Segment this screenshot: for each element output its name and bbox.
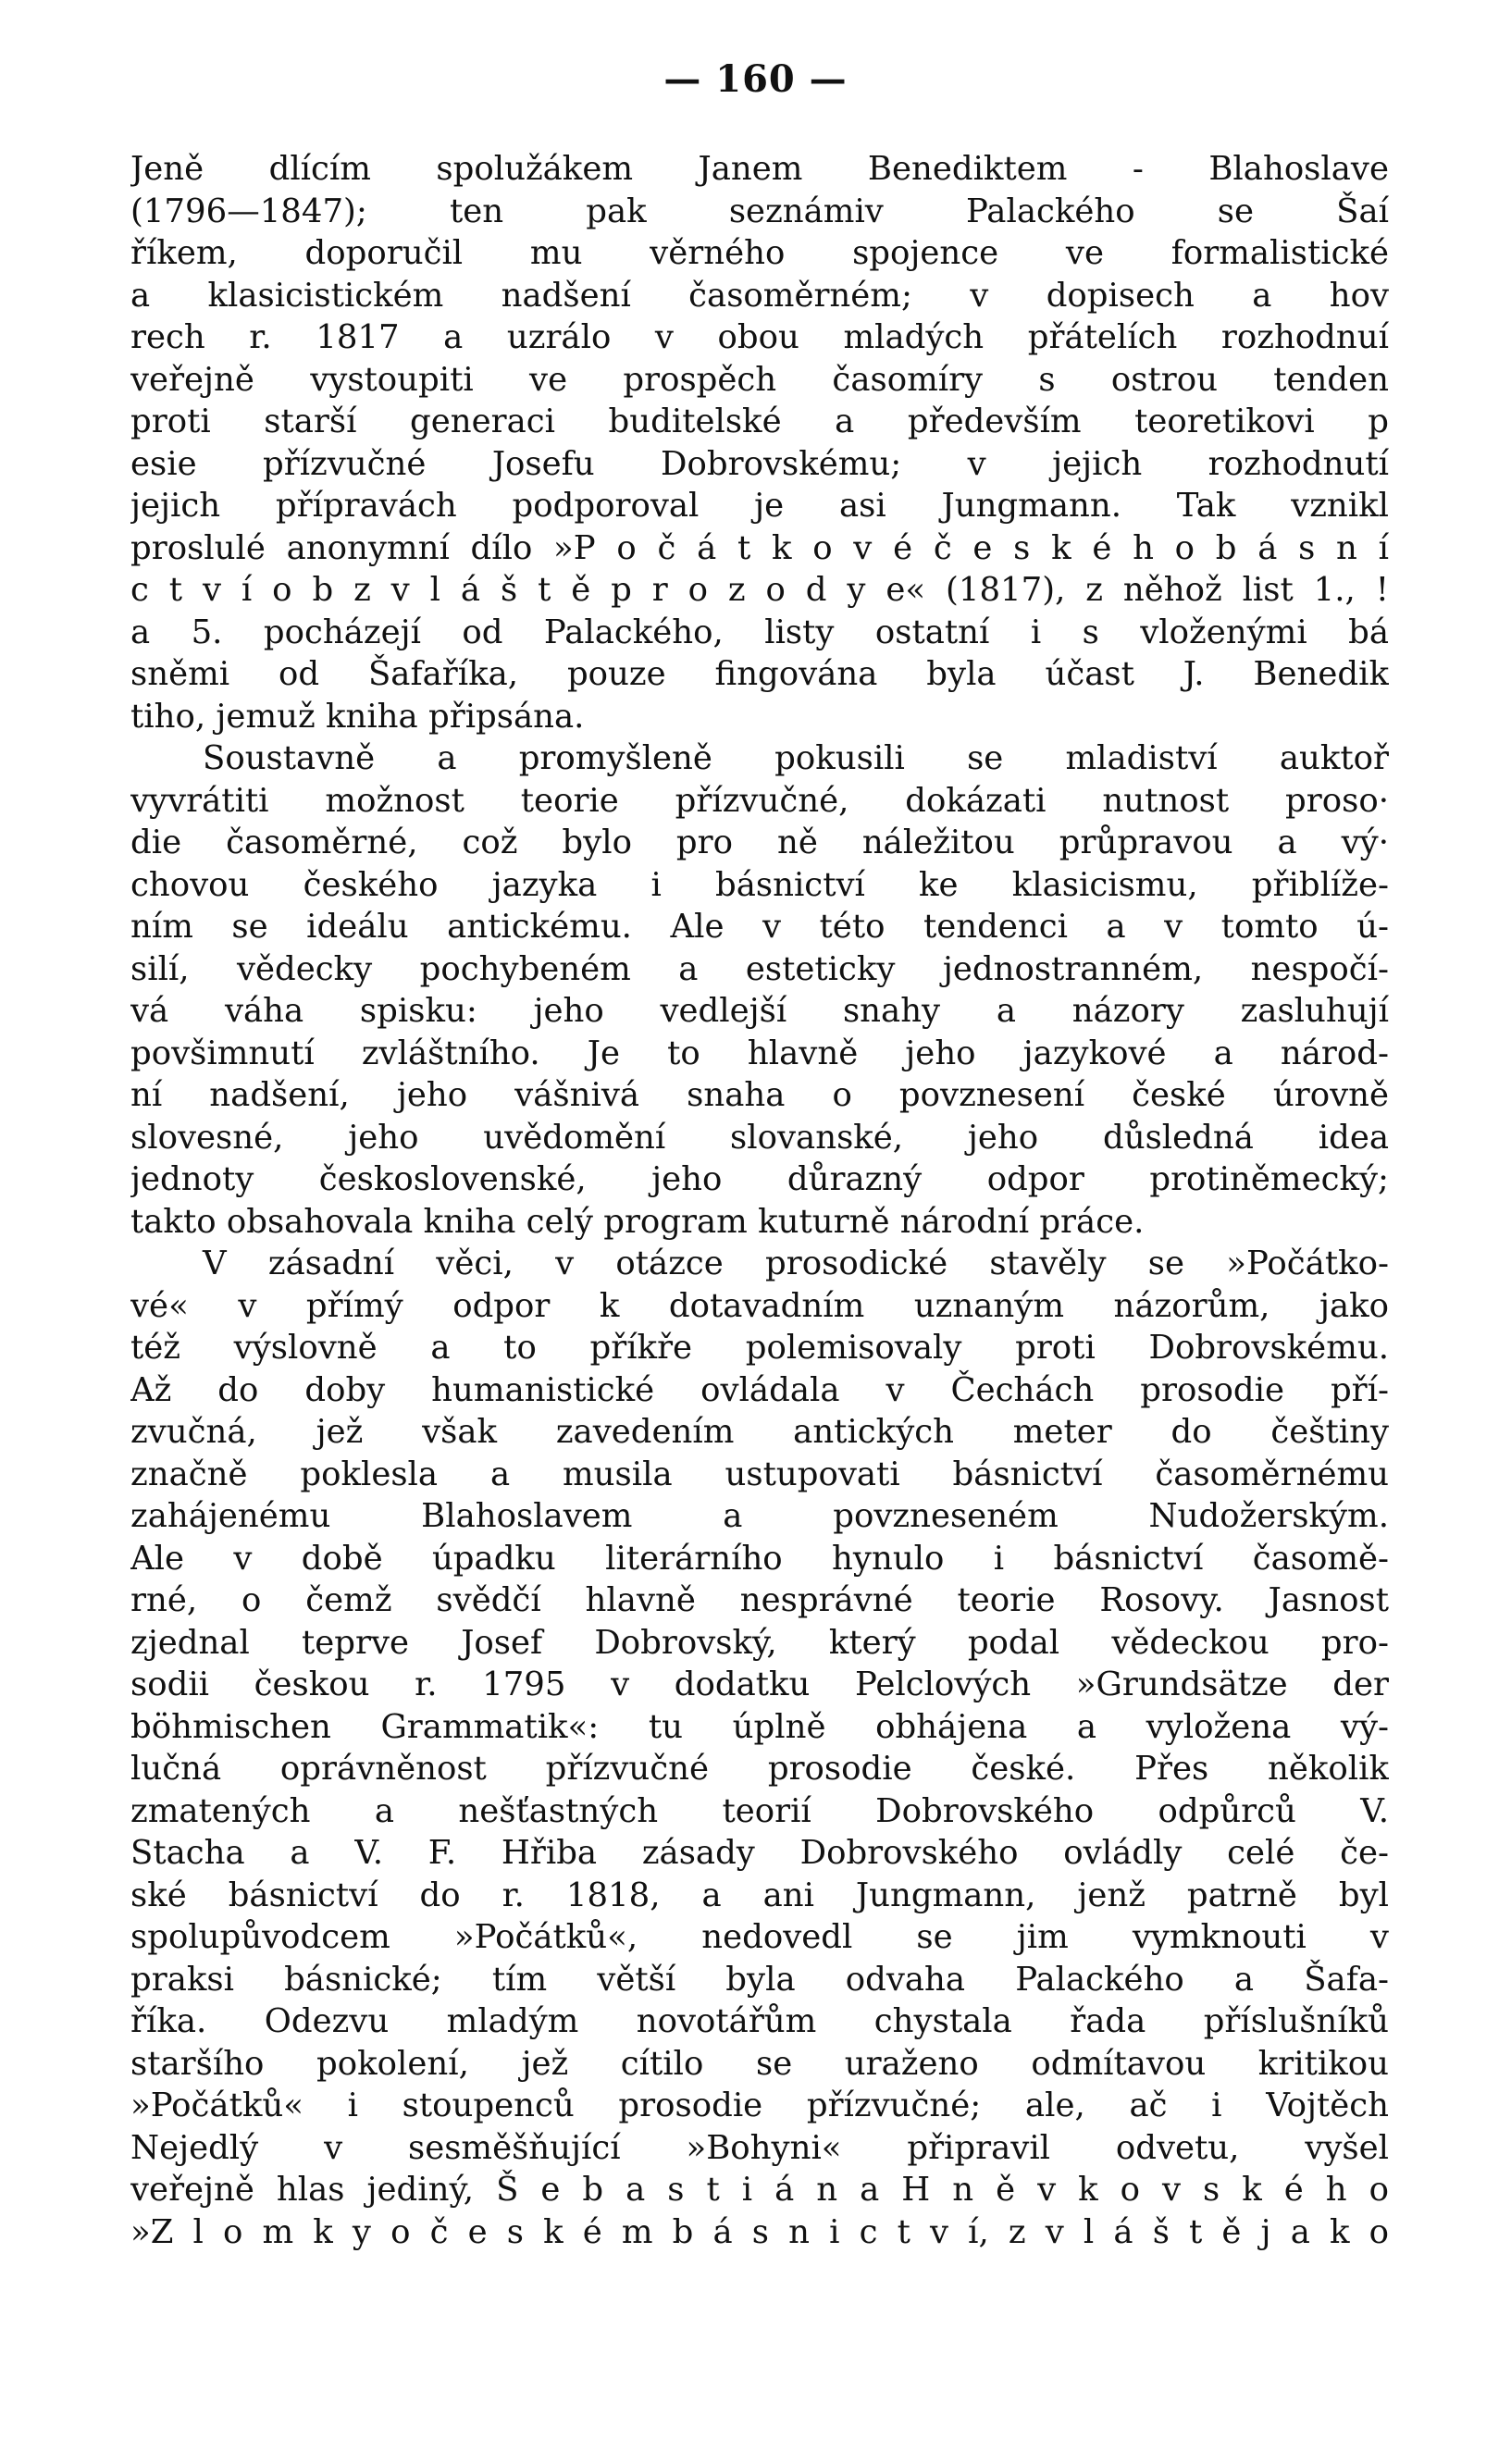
text-line: V zásadní věci, v otázce prosodické stavěly se »Počátko-: [203, 1244, 1389, 1282]
text-line: staršího pokolení, jež cítilo se uraženo odmítavou kritikou: [130, 2044, 1389, 2083]
text-line: říkem, doporučil mu věrného spojence ve formalistické: [130, 234, 1389, 272]
text-line: jednoty československé, jeho důrazný odpor protiněmecký;: [130, 1160, 1389, 1198]
text-line: (1796—1847); ten pak seznámiv Palackého se Šaí: [130, 192, 1389, 230]
text-line: sodii českou r. 1795 v dodatku Pelclových »Grundsätze der: [130, 1665, 1389, 1703]
text-line: lučná oprávněnost přízvučné prosodie české. Přes několik: [130, 1750, 1389, 1788]
text-line: Až do doby humanistické ovládala v Čechách prosodie pří-: [130, 1370, 1389, 1409]
text-line: Ale v době úpadku literárního hynulo i básnictví časomě-: [130, 1539, 1389, 1578]
text-line: rech r. 1817 a uzrálo v obou mladých přátelích rozhodnuí: [130, 318, 1389, 356]
text-line: a klasicistickém nadšení časoměrném; v dopisech a hov: [130, 276, 1389, 315]
text-line: Jeně dlícím spolužákem Janem Benediktem - Blahoslave: [130, 150, 1389, 188]
text-line: slovesné, jeho uvědomění slovanské, jeho důsledná idea: [130, 1118, 1389, 1157]
text-line: sněmi od Šafaříka, pouze fingována byla účast J. Benedik: [130, 655, 1389, 693]
text-line: Soustavně a promyšleně pokusili se mladiství auktoř: [203, 739, 1389, 777]
text-line: jejich přípravách podporoval je asi Jungmann. Tak vznikl: [130, 487, 1389, 525]
text-line: značně poklesla a musila ustupovati básnictví časoměrnému: [130, 1455, 1389, 1493]
text-line: ním se ideálu antickému. Ale v této tendenci a v tomto ú-: [130, 908, 1389, 946]
body-text: [130, 148, 1389, 2253]
text-line: rné, o čemž svědčí hlavně nesprávné teorie Rosovy. Jasnost: [130, 1581, 1389, 1619]
text-line: Nejedlý v sesměšňující »Bohyni« připravil odvetu, vyšel: [130, 2128, 1389, 2167]
text-line: vá váha spisku: jeho vedlejší snahy a názory zasluhují: [130, 992, 1389, 1030]
text-line: a 5. pocházejí od Palackého, listy ostatní i s vloženými bá: [130, 613, 1389, 651]
text-line: tiho, jemuž kniha připsána.: [130, 697, 585, 736]
text-line: vyvrátiti možnost teorie přízvučné, dokázati nutnost proso·: [130, 781, 1389, 820]
text-line: praksi básnické; tím větší byla odvaha Palackého a Šafa-: [130, 1960, 1389, 1999]
text-line: veřejně hlas jediný, Š e b a s t i á n a H n ě v k o v s k é h o: [130, 2171, 1389, 2209]
text-line: proti starší generaci buditelské a především teoretikovi p: [130, 402, 1389, 440]
text-line: ní nadšení, jeho vášnivá snaha o povznesení české úrovně: [130, 1076, 1389, 1114]
text-line: c t v í o b z v l á š t ě p r o z o d y e« (1817), z něhož list 1., !: [130, 571, 1389, 609]
text-line: die časoměrné, což bylo pro ně náležitou průpravou a vý·: [130, 823, 1389, 861]
text-line: chovou českého jazyka i básnictví ke klasicismu, přiblíže-: [130, 865, 1389, 904]
text-line: spolupůvodcem »Počátků«, nedovedl se jim vymknouti v: [130, 1918, 1389, 1956]
text-line: Stacha a V. F. Hřiba zásady Dobrovského ovládly celé če-: [130, 1834, 1389, 1872]
text-line: zahájenému Blahoslavem a povzneseném Nudožerským.: [130, 1497, 1389, 1535]
text-line: veřejně vystoupiti ve prospěch časomíry s ostrou tenden: [130, 360, 1389, 399]
page-number: — 160 —: [663, 57, 848, 101]
text-line: povšimnutí zvláštního. Je to hlavně jeho jazykové a národ-: [130, 1034, 1389, 1072]
text-line: zjednal teprve Josef Dobrovský, který podal vědeckou pro-: [130, 1623, 1389, 1662]
text-line: esie přízvučné Josefu Dobrovskému; v jejich rozhodnutí: [130, 444, 1389, 483]
text-line: silí, vědecky pochybeném a esteticky jednostranném, nespočí-: [130, 949, 1389, 988]
text-line: zmatených a nešťastných teorií Dobrovského odpůrců V.: [130, 1791, 1389, 1830]
text-line: též výslovně a to příkře polemisovaly proti Dobrovskému.: [130, 1329, 1389, 1367]
text-line: »Z l o m k y o č e s k é m b á s n i c t v í, z v l á š t ě j a k o: [130, 2212, 1389, 2251]
text-line: vé« v přímý odpor k dotavadním uznaným názorům, jako: [130, 1286, 1389, 1325]
text-line: zvučná, jež však zavedením antických meter do češtiny: [130, 1413, 1389, 1451]
text-line: ské básnictví do r. 1818, a ani Jungmann, jenž patrně byl: [130, 1876, 1389, 1914]
text-line: říka. Odezvu mladým novotářům chystala řada příslušníků: [130, 2002, 1389, 2040]
text-line: böhmischen Grammatik«: tu úplně obhájena a vyložena vý-: [130, 1707, 1389, 1746]
text-line: takto obsahovala kniha celý program kuturně národní práce.: [130, 1202, 1145, 1241]
text-line: »Počátků« i stoupenců prosodie přízvučné; ale, ač i Vojtěch: [130, 2086, 1389, 2124]
text-line: proslulé anonymní dílo »P o č á t k o v é č e s k é h o b á s n í: [130, 528, 1389, 567]
